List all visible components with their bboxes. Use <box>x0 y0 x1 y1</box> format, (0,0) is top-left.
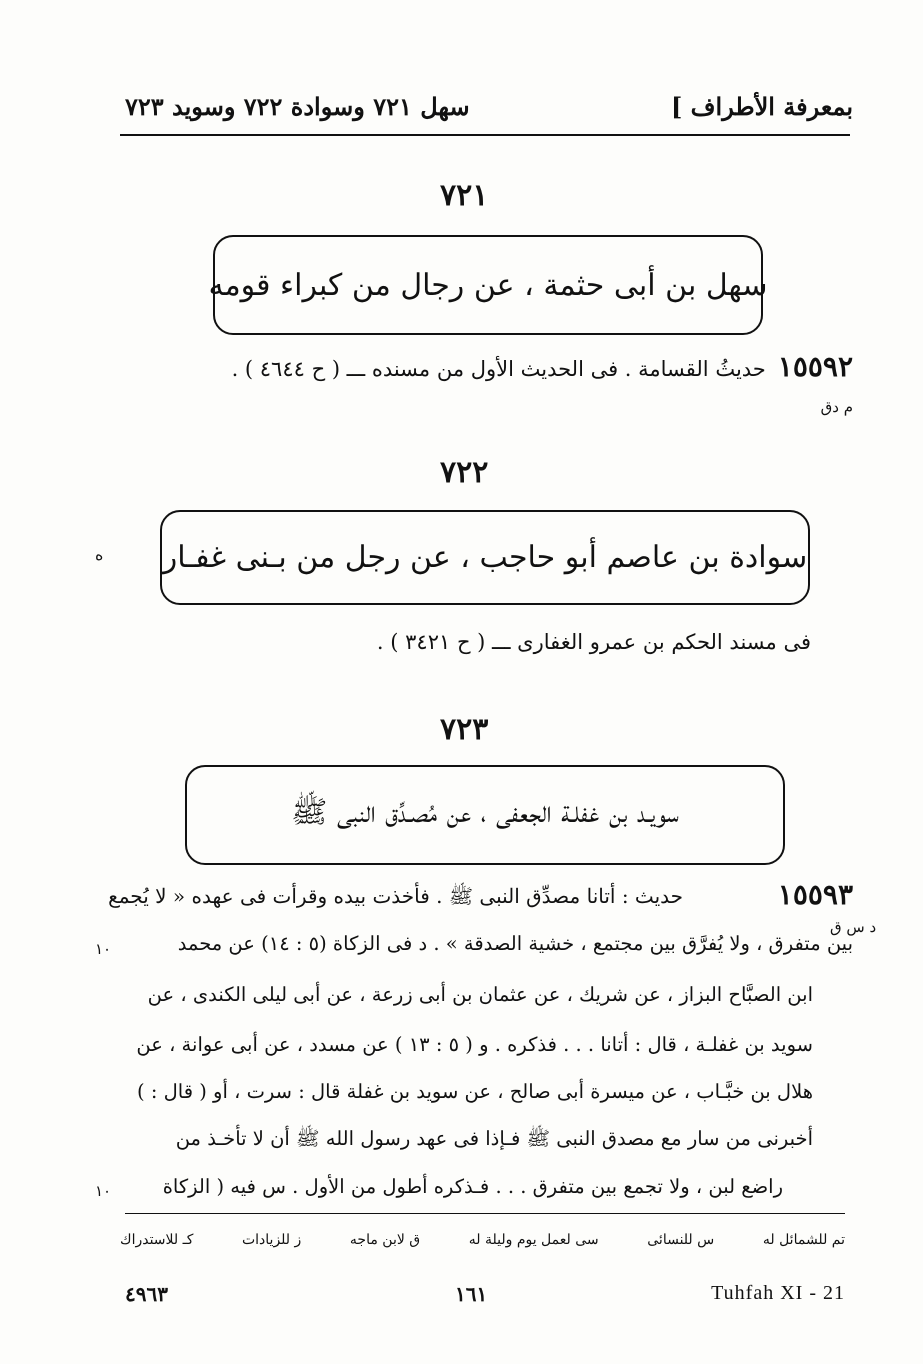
footnote-item: تم للشمائل له <box>762 1232 845 1248</box>
margin-line-number: ١٠ <box>95 1182 112 1200</box>
footnote-rule <box>125 1213 845 1214</box>
hadith-line-1: حديث : أتانا مصدِّق النبى ﷺ . فأخذت بيده وقرأت فى عهده « لا يُجمع <box>108 884 683 908</box>
section-number-721: ٧٢١ <box>440 178 489 213</box>
hadith-number: ١٥٥٩٢ <box>777 350 853 383</box>
section-title-box-722 <box>160 510 810 605</box>
hadith-text: حديثُ القسامة . فى الحديث الأول من مسنده ـــ ( ح ٤٦٤٤ ) . <box>231 357 766 381</box>
hadith-line-2: بين متفرق ، ولا يُفرَّق بين مجتمع ، خشية الصدقة » . د فى الزكاة (٥ : ١٤) عن محمد <box>177 932 853 955</box>
footer-page-number: ١٦١ <box>455 1282 488 1306</box>
footer-volume-page: ٤٩٦٣ <box>125 1282 168 1306</box>
section-title-box-723 <box>185 765 785 865</box>
section-number-722: ٧٢٢ <box>440 455 489 490</box>
section-title-723: سويـد بن غفلـة الجعفى ، عن مُصـدِّق النبى ﷺ <box>291 794 679 830</box>
section-title-721: سهل بن أبى حثمة ، عن رجال من كبراء قومه <box>208 267 768 303</box>
hadith-line-4: سويد بن غفلـة ، قال : أتانا . . . فذكره . و ( ٥ : ١٣ ) عن مسدد ، عن أبى عوانة ، عن <box>136 1033 813 1056</box>
header-rule <box>120 134 850 136</box>
hadith-sigla: د س ق <box>830 918 877 936</box>
hadith-line-3: ابن الصبَّاح البزاز ، عن شريك ، عن عثمان بن أبى زرعة ، عن أبى ليلى الكندى ، عن <box>147 983 813 1006</box>
section-title-box-721 <box>208 235 768 335</box>
footnote-item: ق لابن ماجه <box>349 1232 421 1248</box>
header-center-title: سهل ٧٢١ وسوادة ٧٢٢ وسويد ٧٢٣ <box>125 92 470 121</box>
footer-series-label: Tuhfah XI - 21 <box>711 1282 845 1304</box>
footnote-item: س للنسائى <box>647 1232 715 1248</box>
footnote-abbreviations <box>120 1232 845 1248</box>
hadith-number: ١٥٥٩٣ <box>777 878 853 911</box>
side-mark: ه <box>95 545 104 564</box>
hadith-entry-15592 <box>232 350 853 383</box>
section-number-723: ٧٢٣ <box>440 712 489 747</box>
hadith-line-5: هلال بن خبَّـاب ، عن ميسرة أبى صالح ، عن سويد بن غفلة قال : سرت ، أو ( قال : ) <box>137 1080 813 1103</box>
header-right-title: بمعرفة الأطراف ] <box>670 92 853 121</box>
section-title-722: سوادة بن عاصم أبو حاجب ، عن رجل من بـنى غفـار <box>162 540 808 575</box>
footnote-item: ز للزيادات <box>241 1232 302 1248</box>
hadith-sigla: م دق <box>820 398 853 416</box>
margin-line-number: ١٠ <box>95 940 112 958</box>
hadith-line-6: أخبرنى من سار مع مصدق النبى ﷺ فـإذا فى عهد رسول الله ﷺ أن لا تأخـذ من <box>175 1127 813 1150</box>
hadith-line-7: راضع لبن ، ولا تجمع بين متفرق . . . فـذكره أطول من الأول . س فيه ( الزكاة <box>162 1175 783 1198</box>
footnote-item: كـ للاستدراك <box>120 1232 194 1248</box>
footnote-item: سى لعمل يوم وليلة له <box>468 1232 599 1248</box>
section-note-722: فى مسند الحكم بن عمرو الغفارى ـــ ( ح ٣٤٢١ ) . <box>376 630 811 654</box>
